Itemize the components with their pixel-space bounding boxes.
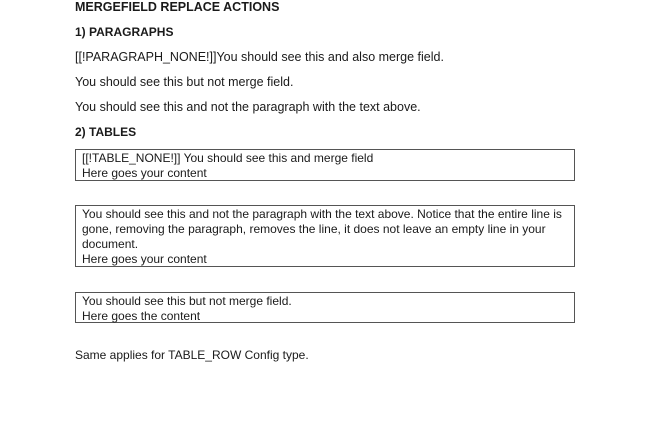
- paragraph-line-1: [[!PARAGRAPH_NONE!]]You should see this and also merge field.: [75, 50, 444, 64]
- paragraph-line-3: You should see this and not the paragraph with the text above.: [75, 100, 421, 114]
- table-3-text: You should see this but not merge field.: [82, 294, 292, 308]
- table-3: [75, 292, 575, 323]
- footer-note: Same applies for TABLE_ROW Config type.: [75, 348, 309, 362]
- table-1: [75, 149, 575, 181]
- table-1-text: [[!TABLE_NONE!]] You should see this and merge field: [82, 151, 374, 165]
- table-2-content: Here goes your content: [82, 252, 207, 266]
- table-1-content: Here goes your content: [82, 166, 207, 180]
- document-title: MERGEFIELD REPLACE ACTIONS: [75, 0, 280, 14]
- table-3-content: Here goes the content: [82, 309, 201, 323]
- paragraph-line-2: You should see this but not merge field.: [75, 75, 294, 89]
- section-heading-paragraphs: 1) PARAGRAPHS: [75, 25, 174, 39]
- table-2-text: You should see this and not the paragraph with the text above. Notice that the entire line is gone, removing the paragraph, removes the line, it does not leave an empty line in your document.: [82, 207, 562, 251]
- section-heading-tables: 2) TABLES: [75, 125, 137, 139]
- table-2: [75, 205, 575, 267]
